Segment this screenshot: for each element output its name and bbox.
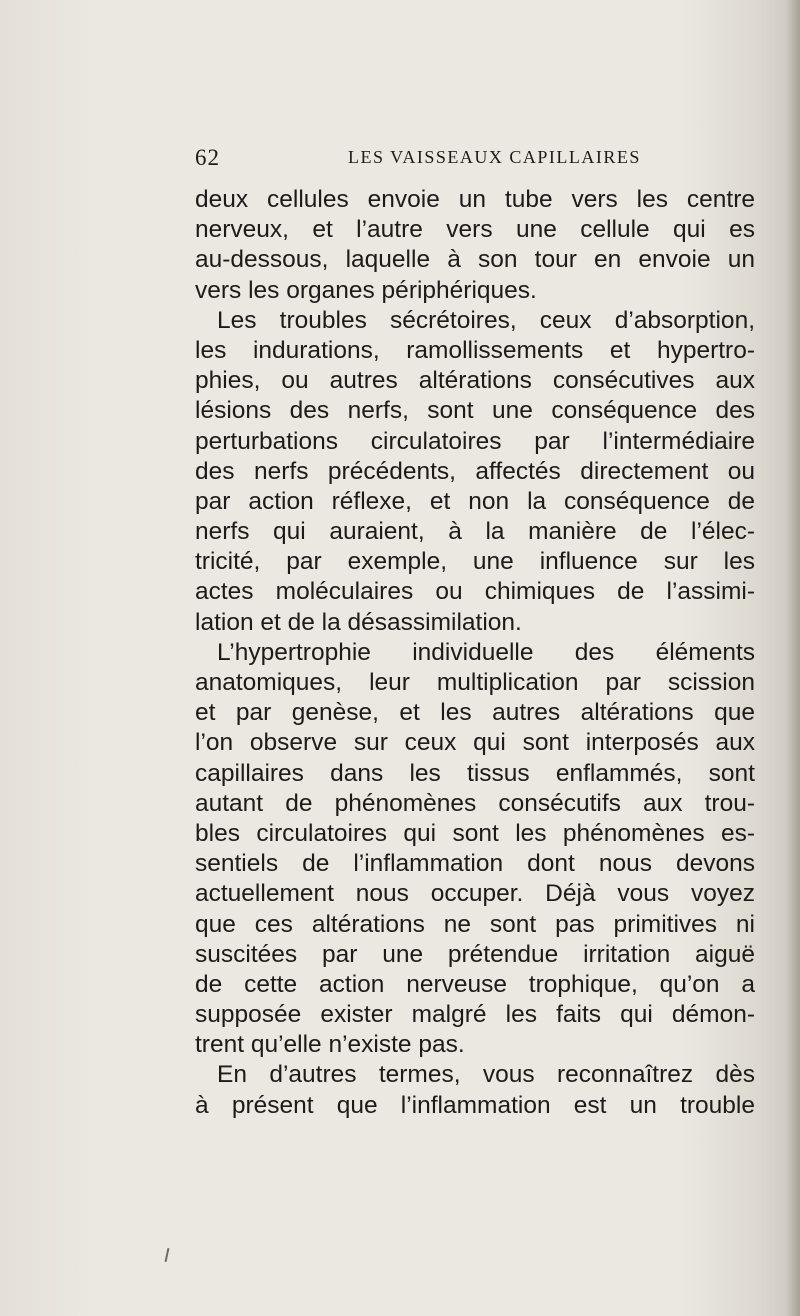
text-line: l’on observe sur ceux qui sont interposés aux xyxy=(195,729,755,757)
page-number: 62 xyxy=(195,145,220,170)
text-line: sentiels de l’inflammation dont nous devons xyxy=(195,850,755,878)
text-line: nerveux, et l’autre vers une cellule qui es xyxy=(195,216,755,244)
text-line: L’hypertrophie individuelle des éléments xyxy=(217,638,755,666)
text-line: actes moléculaires ou chimiques de l’assimi- xyxy=(195,578,755,606)
text-line: supposée exister malgré les faits qui démon- xyxy=(195,1001,755,1029)
text-line: des nerfs précédents, affectés directement ou xyxy=(195,457,755,485)
text-line: actuellement nous occuper. Déjà vous voyez xyxy=(195,880,755,908)
text-line: lésions des nerfs, sont une conséquence des xyxy=(195,397,755,425)
page-edge-shadow xyxy=(786,0,800,1316)
text-line: au-dessous, laquelle à son tour en envoie un xyxy=(195,246,755,274)
text-line: autant de phénomènes consécutifs aux trou- xyxy=(195,789,755,817)
stray-ink-mark xyxy=(165,1248,170,1262)
text-line: phies, ou autres altérations consécutives aux xyxy=(195,367,755,395)
text-line: capillaires dans les tissus enflammés, sont xyxy=(195,759,755,787)
text-line: perturbations circulatoires par l’intermédiaire xyxy=(195,427,755,455)
text-line: deux cellules envoie un tube vers les centre xyxy=(195,186,755,213)
text-line: à présent que l’inflammation est un trouble xyxy=(195,1091,755,1119)
text-line: par action réflexe, et non la conséquence de xyxy=(195,487,755,515)
text-line: En d’autres termes, vous reconnaîtrez dès xyxy=(217,1061,755,1089)
text-line: que ces altérations ne sont pas primitives ni xyxy=(195,910,755,938)
text-line: suscitées par une prétendue irritation aiguë xyxy=(195,940,755,968)
text-line: bles circulatoires qui sont les phénomènes es- xyxy=(195,819,755,847)
text-line: et par genèse, et les autres altérations que xyxy=(195,699,755,727)
text-line: les indurations, ramollissements et hypertro- xyxy=(195,336,755,364)
text-line: Les troubles sécrétoires, ceux d’absorption, xyxy=(217,306,755,334)
text-line: anatomiques, leur multiplication par scission xyxy=(195,669,755,696)
text-line: lation et de la désassimilation. xyxy=(195,608,522,636)
text-line: trent qu’elle n’existe pas. xyxy=(195,1031,465,1059)
text-line: tricité, par exemple, une influence sur les xyxy=(195,548,755,576)
page-header xyxy=(195,145,715,171)
text-line: nerfs qui auraient, à la manière de l’élec- xyxy=(195,518,755,546)
text-line: vers les organes périphériques. xyxy=(195,276,537,304)
text-line: de cette action nerveuse trophique, qu’on a xyxy=(195,970,755,998)
body-text xyxy=(195,185,755,1121)
running-head: LES VAISSEAUX CAPILLAIRES xyxy=(348,147,641,167)
